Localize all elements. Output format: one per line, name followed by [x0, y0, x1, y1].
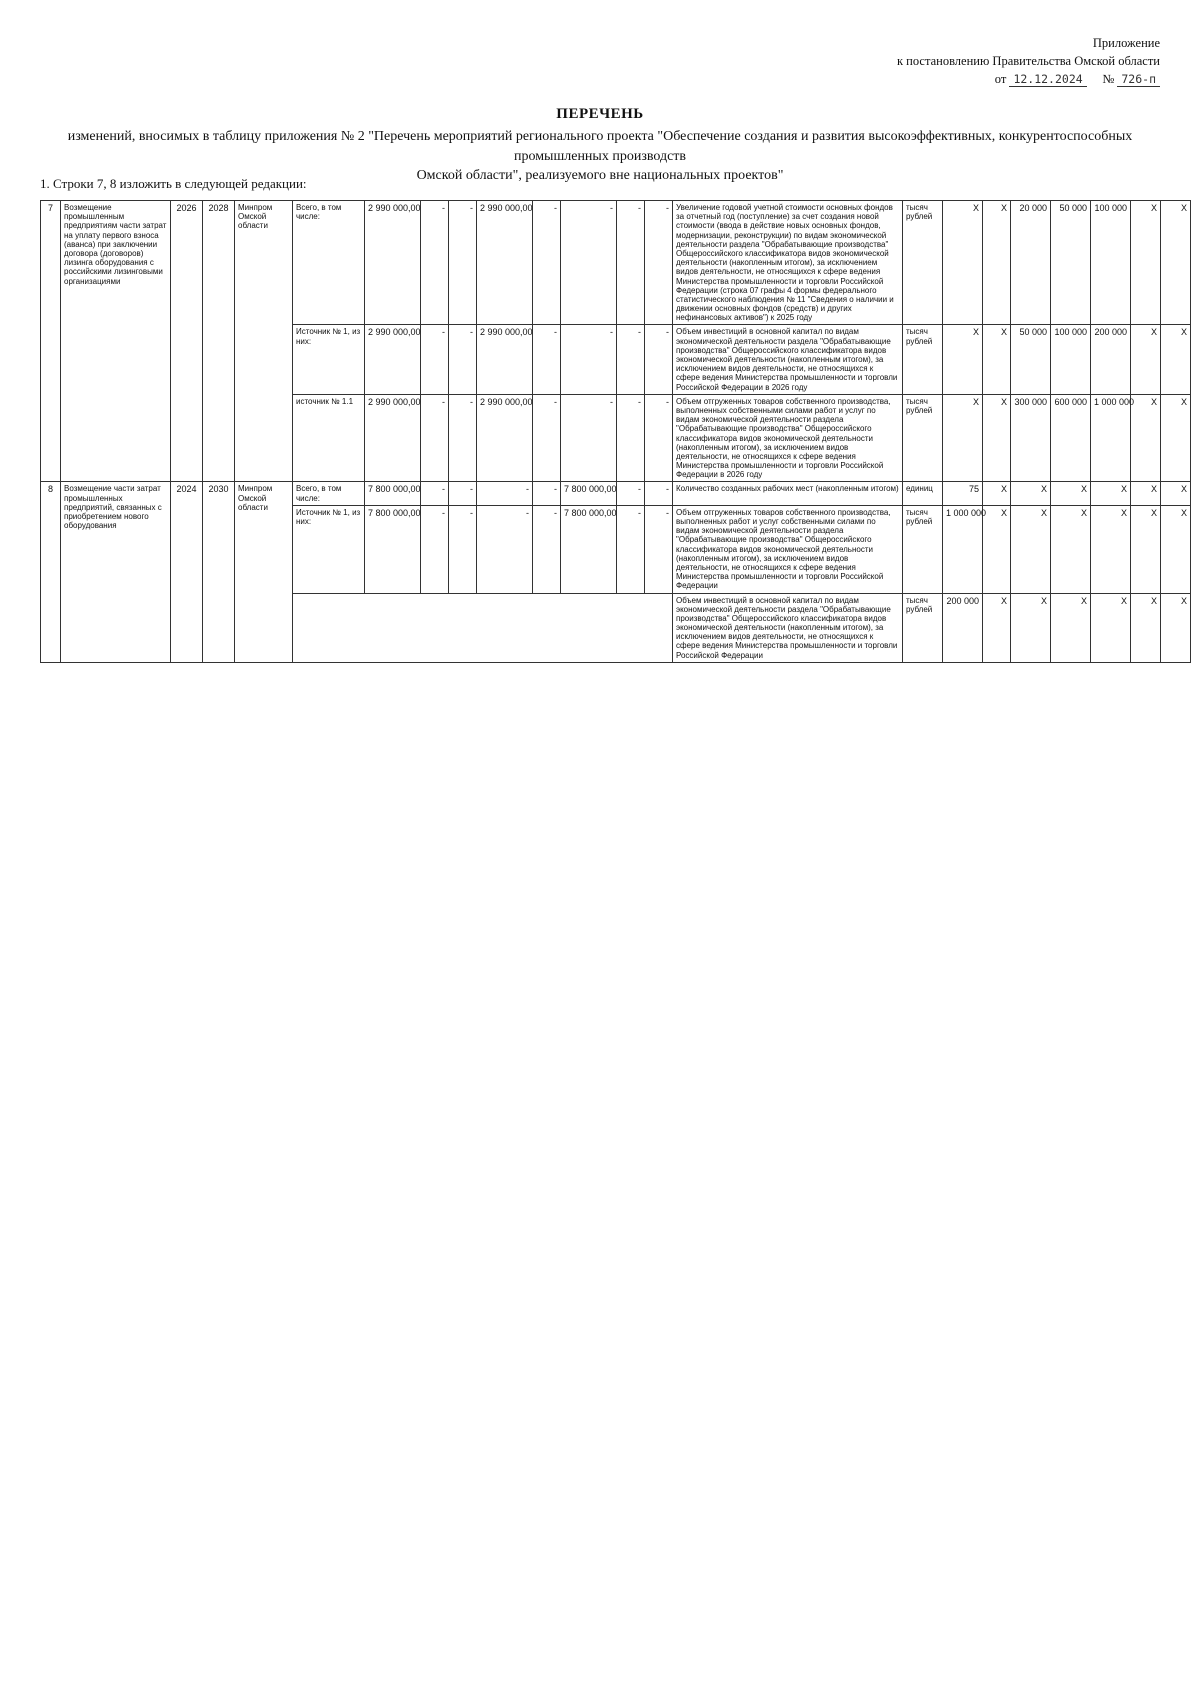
funding-v2026: -	[477, 505, 533, 593]
executor: Минпром Омской области	[235, 201, 293, 482]
start-year: 2026	[171, 201, 203, 482]
annex-stamp	[680, 34, 1160, 88]
start-year: 2024	[171, 482, 203, 662]
heading-line-2: Омской области", реализуемого вне национальных проектов"	[416, 168, 784, 184]
indicator-y2029: Х	[1161, 482, 1191, 505]
indicator-name: Увеличение годовой учетной стоимости основных фондов за отчетный год (поступление) за счет создания новой стоимости (ввода в действие новых основных фондов, модернизации, реконструкции) по видам экономической деятельности раздела "Обрабатывающие производства" Общероссийского классификатора видов экономической деятельности (накопленным итогом), за исключением видов деятельности, не относящихся к сфере ведения Министерства промышленности и торговли Российской Федерации (строка 07 графы 4 формы федерального статистического наблюдения № 11 "Сведения о наличии и движении основных фондов (средств) и других нефинансовых активов") к 2025 году	[673, 201, 903, 325]
funding-total: 2 990 000,00	[365, 394, 421, 482]
funding-v2026: -	[477, 482, 533, 505]
indicator-y2026: 600 000	[1051, 394, 1091, 482]
funding-v2028: -	[561, 201, 617, 325]
amendment-table	[40, 200, 1191, 663]
table-row	[41, 482, 1191, 505]
indicator-y2029: Х	[1161, 201, 1191, 325]
indicator-name: Объем отгруженных товаров собственного производства, выполненных собственными силами работ и услуг по видам экономической деятельности раздела "Обрабатывающие производства" Общероссийского классификатора видов экономической деятельности (накопленным итогом), за исключением видов деятельности, не относящихся к сфере ведения Министерства промышленности и торговли Российской Федерации в 2026 году	[673, 394, 903, 482]
executor: Минпром Омской области	[235, 482, 293, 662]
funding-v2030: -	[645, 394, 673, 482]
funding-v2025: -	[449, 505, 477, 593]
indicator-y2025: Х	[1011, 593, 1051, 662]
indicator-y2024: Х	[983, 394, 1011, 482]
funding-v2024: -	[421, 482, 449, 505]
funding-total: 7 800 000,00	[365, 482, 421, 505]
indicator-y2027: Х	[1091, 482, 1131, 505]
indicator-unit: тысяч рублей	[903, 593, 943, 662]
indicator-name: Количество созданных рабочих мест (накопленным итогом)	[673, 482, 903, 505]
indicator-unit: тысяч рублей	[903, 394, 943, 482]
event-name: Возмещение части затрат промышленных предприятий, связанных с приобретением нового оборудования	[61, 482, 171, 662]
indicator-y2027: 1 000 000	[1091, 394, 1131, 482]
indicator-y2025: Х	[1011, 482, 1051, 505]
indicator-y2028: Х	[1131, 482, 1161, 505]
indicator-y2027: 100 000	[1091, 201, 1131, 325]
end-year: 2028	[203, 201, 235, 482]
indicator-y2027: 200 000	[1091, 325, 1131, 394]
funding-empty	[293, 593, 673, 662]
row-number: 7	[41, 201, 61, 482]
indicator-base: 75	[943, 482, 983, 505]
funding-v2026: 2 990 000,00	[477, 201, 533, 325]
funding-v2027: -	[533, 325, 561, 394]
funding-v2029: -	[617, 325, 645, 394]
funding-v2025: -	[449, 394, 477, 482]
funding-v2025: -	[449, 325, 477, 394]
funding-v2028: 7 800 000,00	[561, 505, 617, 593]
funding-v2030: -	[645, 325, 673, 394]
event-name: Возмещение промышленным предприятиям части затрат на уплату первого взноса (аванса) при заключении договора (договоров) лизинга оборудования с российскими лизинговыми организациями	[61, 201, 171, 482]
indicator-y2027: Х	[1091, 593, 1131, 662]
indicator-y2026: 50 000	[1051, 201, 1091, 325]
indicator-y2024: Х	[983, 593, 1011, 662]
funding-v2024: -	[421, 394, 449, 482]
date-prefix: от	[994, 72, 1007, 87]
funding-v2028: 7 800 000,00	[561, 482, 617, 505]
number-prefix: №	[1102, 72, 1115, 87]
indicator-name: Объем отгруженных товаров собственного производства, выполненных работ и услуг собственными силами по видам экономической деятельности раздела "Обрабатывающие производства" Общероссийского классификатора видов экономической деятельности (накопленным итогом), за исключением видов деятельности, не относящихся к сфере ведения Министерства промышленности и торговли Российской Федерации	[673, 505, 903, 593]
funding-v2029: -	[617, 505, 645, 593]
table-row	[41, 201, 1191, 325]
funding-v2027: -	[533, 201, 561, 325]
indicator-y2025: 20 000	[1011, 201, 1051, 325]
annex-label: Приложение	[1092, 36, 1160, 50]
funding-v2027: -	[533, 505, 561, 593]
resolution-number: 726-п	[1117, 72, 1160, 87]
funding-v2026: 2 990 000,00	[477, 394, 533, 482]
funding-v2030: -	[645, 505, 673, 593]
indicator-y2025: Х	[1011, 505, 1051, 593]
funding-total: 2 990 000,00	[365, 325, 421, 394]
funding-v2026: 2 990 000,00	[477, 325, 533, 394]
funding-source: источник № 1.1	[293, 394, 365, 482]
heading-line-1: изменений, вносимых в таблицу приложения № 2 "Перечень мероприятий регионального проекта "Обеспечение создания и развития высокоэффективных, конкурентоспособных промышленных производств	[67, 129, 1133, 164]
indicator-y2025: 50 000	[1011, 325, 1051, 394]
funding-v2024: -	[421, 325, 449, 394]
row-number: 8	[41, 482, 61, 662]
annex-resolution-ref: к постановлению Правительства Омской области	[896, 54, 1160, 69]
indicator-y2029: Х	[1161, 394, 1191, 482]
indicator-base: Х	[943, 201, 983, 325]
indicator-y2029: Х	[1161, 325, 1191, 394]
funding-v2027: -	[533, 482, 561, 505]
funding-v2030: -	[645, 201, 673, 325]
indicator-y2029: Х	[1161, 593, 1191, 662]
indicator-y2029: Х	[1161, 505, 1191, 593]
indicator-base: Х	[943, 325, 983, 394]
indicator-y2026: Х	[1051, 505, 1091, 593]
indicator-y2028: Х	[1131, 505, 1161, 593]
funding-total: 2 990 000,00	[365, 201, 421, 325]
indicator-unit: единиц	[903, 482, 943, 505]
funding-source: Всего, в том числе:	[293, 482, 365, 505]
indicator-y2024: Х	[983, 201, 1011, 325]
document-title: ПЕРЕЧЕНЬ	[556, 106, 644, 122]
amendment-instruction: 1. Строки 7, 8 изложить в следующей редакции:	[40, 176, 307, 191]
indicator-y2026: 100 000	[1051, 325, 1091, 394]
indicator-unit: тысяч рублей	[903, 201, 943, 325]
funding-source: Источник № 1, из них:	[293, 505, 365, 593]
funding-v2029: -	[617, 482, 645, 505]
indicator-y2024: Х	[983, 325, 1011, 394]
resolution-date: 12.12.2024	[1009, 72, 1086, 87]
funding-total: 7 800 000,00	[365, 505, 421, 593]
indicator-y2028: Х	[1131, 201, 1161, 325]
indicator-y2024: Х	[983, 482, 1011, 505]
funding-v2028: -	[561, 325, 617, 394]
funding-v2024: -	[421, 505, 449, 593]
funding-v2025: -	[449, 201, 477, 325]
end-year: 2030	[203, 482, 235, 662]
funding-v2029: -	[617, 201, 645, 325]
annex-date-number	[680, 70, 1160, 88]
indicator-y2028: Х	[1131, 394, 1161, 482]
funding-v2024: -	[421, 201, 449, 325]
indicator-y2028: Х	[1131, 593, 1161, 662]
indicator-base: 1 000 000	[943, 505, 983, 593]
funding-source: Источник № 1, из них:	[293, 325, 365, 394]
document-heading	[40, 104, 1160, 186]
indicator-y2026: Х	[1051, 482, 1091, 505]
indicator-base: Х	[943, 394, 983, 482]
indicator-name: Объем инвестиций в основной капитал по видам экономической деятельности раздела "Обрабатывающие производства" Общероссийского классификатора видов экономической деятельности (накопленным итогом), за исключением видов деятельности, не относящихся к сфере ведения Министерства промышленности и торговли Российской Федерации	[673, 593, 903, 662]
funding-v2025: -	[449, 482, 477, 505]
indicator-y2028: Х	[1131, 325, 1161, 394]
indicator-name: Объем инвестиций в основной капитал по видам экономической деятельности раздела "Обрабатывающие производства" Общероссийского классификатора видов экономической деятельности (накопленным итогом), за исключением видов деятельности, не относящихся к сфере ведения Министерства промышленности и торговли Российской Федерации в 2026 году	[673, 325, 903, 394]
indicator-unit: тысяч рублей	[903, 325, 943, 394]
funding-v2029: -	[617, 394, 645, 482]
funding-v2030: -	[645, 482, 673, 505]
funding-v2027: -	[533, 394, 561, 482]
indicator-y2026: Х	[1051, 593, 1091, 662]
funding-source: Всего, в том числе:	[293, 201, 365, 325]
indicator-y2024: Х	[983, 505, 1011, 593]
indicator-y2025: 300 000	[1011, 394, 1051, 482]
indicator-y2027: Х	[1091, 505, 1131, 593]
indicator-unit: тысяч рублей	[903, 505, 943, 593]
indicator-base: 200 000	[943, 593, 983, 662]
funding-v2028: -	[561, 394, 617, 482]
table-body	[41, 201, 1191, 663]
